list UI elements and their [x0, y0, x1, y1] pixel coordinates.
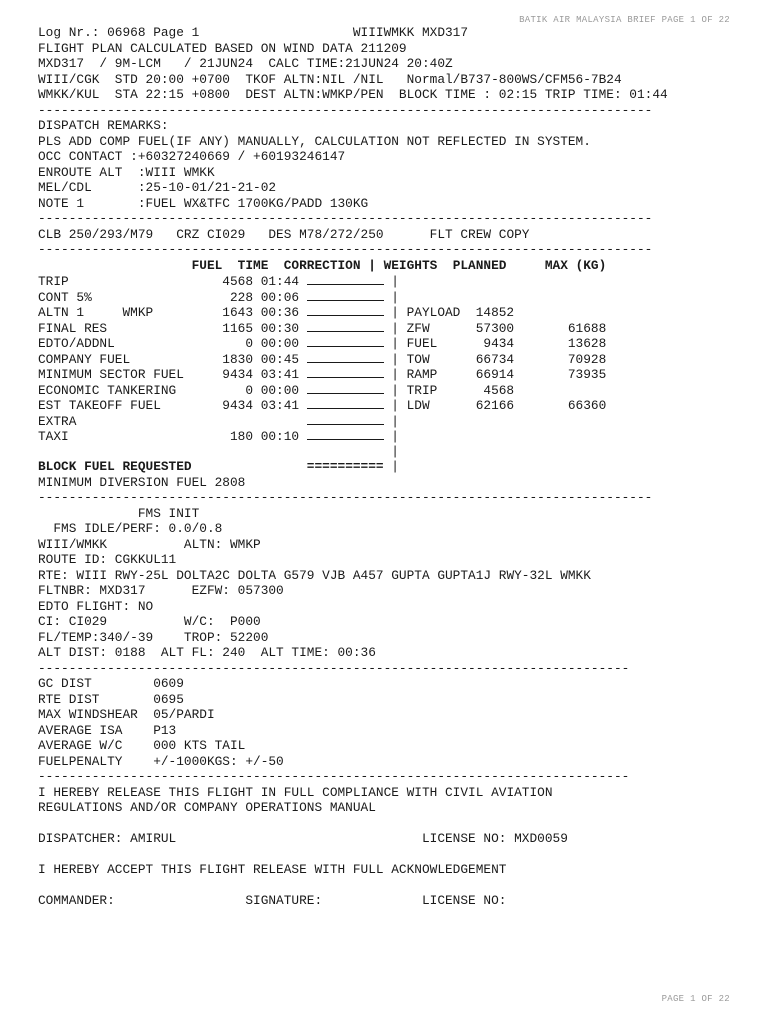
weights-row-values: | TRIP 4568 [383, 382, 515, 398]
correction-blank [307, 413, 384, 425]
release-line [38, 816, 738, 832]
flight-header-block [38, 25, 738, 103]
fms-line: FLTNBR: MXD317 EZFW: 057300 [38, 583, 284, 598]
fms-line: ALT DIST: 0188 ALT FL: 240 ALT TIME: 00:36 [38, 645, 376, 660]
fuel-row-values: TAXI 180 00:10 [38, 429, 307, 444]
fuel-row-values: ALTN 1 WMKP 1643 00:36 [38, 305, 307, 320]
fuel-row-values: MINIMUM SECTOR FUEL 9434 03:41 [38, 367, 307, 382]
weights-row-values: | TOW 66734 70928 [383, 351, 607, 367]
weights-row-values: | PAYLOAD 14852 [383, 305, 515, 320]
fuel-row [38, 351, 738, 367]
separator: -------------------------------------------------------------------------------- [38, 102, 653, 118]
fuel-row [38, 382, 738, 398]
arrival-line: WMKK/KUL STA 22:15 +0800 DEST ALTN:WMKP/PEN BLOCK TIME : 02:15 TRIP TIME: 01:44 [38, 87, 668, 102]
fuel-rows [38, 273, 738, 444]
separator: -------------------------------------------------------------------------------- [38, 211, 653, 226]
release-line: I HEREBY ACCEPT THIS FLIGHT RELEASE WITH FULL ACKNOWLEDGEMENT [38, 862, 507, 877]
block-fuel-label: BLOCK FUEL REQUESTED [38, 459, 192, 474]
release-line: COMMANDER: SIGNATURE: LICENSE NO: [38, 893, 507, 908]
separator: ----------------------------------------------------------------------------- [38, 660, 630, 676]
departure-line: WIII/CGK STD 20:00 +0700 TKOF ALTN:NIL /NIL Normal/B737-800WS/CFM56-7B24 [38, 71, 622, 87]
occ-contact-line: OCC CONTACT :+60327240669 / +60193246147 [38, 149, 346, 164]
remarks-line: PLS ADD COMP FUEL(IF ANY) MANUALLY, CALCULATION NOT REFLECTED IN SYSTEM. [38, 133, 591, 149]
weights-row-values: | [383, 274, 399, 289]
fuel-weights-table [38, 258, 738, 491]
fuel-row-values: COMPANY FUEL 1830 00:45 [38, 351, 307, 367]
release-line [38, 847, 738, 863]
release-line: REGULATIONS AND/OR COMPANY OPERATIONS MANUAL [38, 800, 376, 815]
separator: ----------------------------------------------------------------------------- [38, 769, 630, 784]
separator: -------------------------------------------------------------------------------- [38, 242, 653, 257]
mel-cdl-line: MEL/CDL :25-10-01/21-21-02 [38, 180, 277, 195]
enroute-alt-line: ENROUTE ALT :WIII WMKK [38, 164, 215, 180]
distance-line: AVERAGE W/C 000 KTS TAIL [38, 738, 246, 753]
wind-data-line: FLIGHT PLAN CALCULATED BASED ON WIND DATA 211209 [38, 40, 407, 56]
fuel-row [38, 273, 738, 289]
table-spacer-line: | [38, 443, 399, 459]
distance-line: RTE DIST 0695 [38, 691, 184, 707]
release-line: DISPATCHER: AMIRUL LICENSE NO: MXD0059 [38, 831, 568, 846]
log-number-line: Log Nr.: 06968 Page 1 WIIIWMKK MXD317 [38, 25, 469, 40]
release-block [38, 785, 738, 909]
distance-line: MAX WINDSHEAR 05/PARDI [38, 707, 215, 722]
correction-blank [307, 304, 384, 316]
correction-blank [307, 428, 384, 440]
distance-line: AVERAGE ISA P13 [38, 722, 177, 738]
fuel-table-columns: FUEL TIME CORRECTION | WEIGHTS PLANNED MAX (KG) [191, 257, 607, 273]
distance-line: GC DIST 0609 [38, 676, 184, 691]
correction-blank [307, 273, 384, 285]
fuel-row [38, 304, 738, 320]
fms-line: FMS IDLE/PERF: 0.0/0.8 [38, 521, 223, 536]
distance-line: FUELPENALTY +/-1000KGS: +/-50 [38, 753, 284, 769]
min-diversion-fuel: MINIMUM DIVERSION FUEL 2808 [38, 474, 246, 490]
fuel-row [38, 320, 738, 336]
block-fuel-total-bar: ========== [306, 459, 384, 474]
correction-blank [307, 382, 384, 394]
weights-row-values: | [383, 413, 399, 429]
fms-line: EDTO FLIGHT: NO [38, 598, 154, 614]
fuel-row [38, 335, 738, 351]
fuel-row [38, 366, 738, 382]
fuel-row [38, 397, 738, 413]
flight-plan-document [38, 25, 738, 909]
fuel-row-values: FINAL RES 1165 00:30 [38, 320, 307, 336]
flight-id-line: MXD317 / 9M-LCM / 21JUN24 CALC TIME:21JUN24 20:40Z [38, 56, 453, 71]
fms-line: ROUTE ID: CGKKUL11 [38, 552, 177, 567]
weights-row-values: | FUEL 9434 13628 [383, 336, 607, 351]
remarks-title: DISPATCH REMARKS: [38, 118, 169, 133]
correction-blank [307, 335, 384, 347]
fuel-row-values: TRIP 4568 01:44 [38, 274, 307, 289]
fuel-row-values: EST TAKEOFF FUEL 9434 03:41 [38, 398, 307, 413]
fms-line: WIII/WMKK ALTN: WMKP [38, 536, 261, 552]
fms-line: FMS INIT [38, 505, 200, 521]
weights-row-values: | [383, 289, 399, 305]
dispatch-remarks [38, 118, 738, 211]
weights-row-values: | [383, 429, 399, 444]
fuel-row [38, 289, 738, 305]
fuel-row-values: EDTO/ADDNL 0 00:00 [38, 336, 307, 351]
note-line: NOTE 1 :FUEL WX&TFC 1700KG/PADD 130KG [38, 195, 369, 211]
correction-blank [307, 289, 384, 301]
fuel-row [38, 428, 738, 444]
correction-blank [307, 320, 384, 332]
block-fuel-line: BLOCK FUEL REQUESTED ========== | [38, 459, 399, 474]
release-line [38, 878, 738, 894]
fuel-row-values: ECONOMIC TANKERING 0 00:00 [38, 382, 307, 398]
distance-block [38, 676, 738, 769]
fuel-row [38, 413, 738, 429]
page-footer: PAGE 1 OF 22 [661, 994, 730, 1004]
weights-row-values: | LDW 62166 66360 [383, 398, 607, 413]
weights-row-values: | ZFW 57300 61688 [383, 320, 607, 336]
fms-line: FL/TEMP:340/-39 TROP: 52200 [38, 629, 269, 645]
page-header: BATIK AIR MALAYSIA BRIEF PAGE 1 OF 22 [519, 15, 730, 25]
fms-line: RTE: WIII RWY-25L DOLTA2C DOLTA G579 VJB A457 GUPTA GUPTA1J RWY-32L WMKK [38, 567, 591, 583]
fms-init-block [38, 506, 738, 661]
fms-line: CI: CI029 W/C: P000 [38, 614, 261, 629]
separator: -------------------------------------------------------------------------------- [38, 490, 653, 505]
correction-blank [307, 366, 384, 378]
fuel-row-values: CONT 5% 228 00:06 [38, 289, 307, 305]
release-line: I HEREBY RELEASE THIS FLIGHT IN FULL COMPLIANCE WITH CIVIL AVIATION [38, 784, 553, 800]
flight-profile-line: CLB 250/293/M79 CRZ CI029 DES M78/272/250 FLT CREW COPY [38, 226, 530, 242]
correction-blank [307, 397, 384, 409]
weights-row-values: | RAMP 66914 73935 [383, 367, 607, 382]
correction-blank [307, 351, 384, 363]
fuel-row-values: EXTRA [38, 413, 307, 429]
fuel-table-header [38, 258, 738, 274]
